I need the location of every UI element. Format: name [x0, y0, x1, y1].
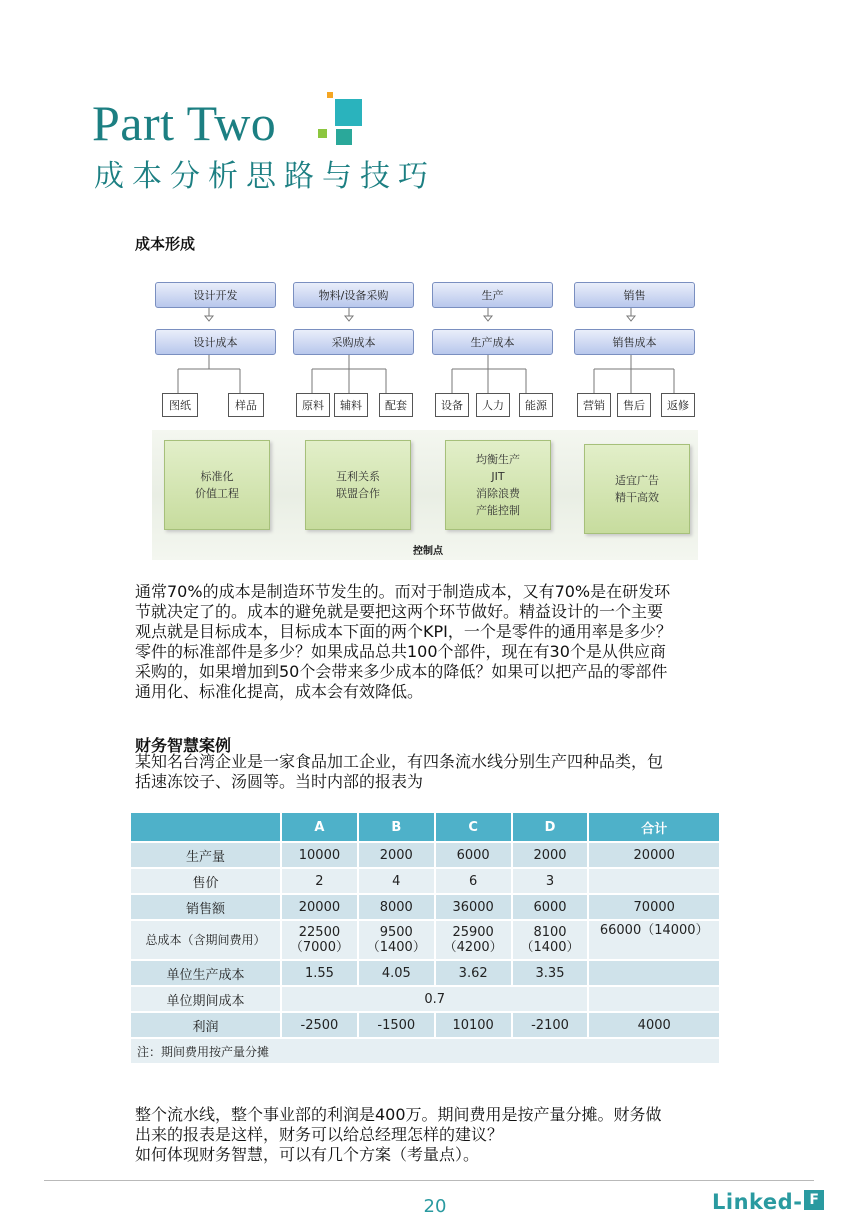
table-row: 总成本（含期间费用） 22500 （7000） 9500 （1400） 25900 （4200） 8100 （1400） 66000（14000） [130, 920, 720, 960]
cost-box-sales: 销售成本 [574, 329, 695, 355]
flow-box-sales: 销售 [574, 282, 695, 308]
part-subtitle: 成本分析思路与技巧 [94, 159, 436, 194]
control-point-label: 控制点 [413, 546, 443, 557]
table-header-row [130, 812, 720, 842]
leaf-item: 人力 [476, 393, 510, 417]
flow-box-production: 生产 [432, 282, 553, 308]
leaf-item: 图纸 [162, 393, 198, 417]
table-header-cell [130, 812, 281, 842]
cost-paragraph: 通常70%的成本是制造环节发生的。而对于制造成本，又有70%是在研发环 节就决定了的。成本的避免就是要把这两个环节做好。精益设计的一个主要 观点就是目标成本，目标成本下面的两个KPI，一个是零件的通用率是多少？ 零件的标准部件是多少？如果成品总共100个部件，现在有30个是从供应商 采购的，如果增加到50个会带来多少成本的降低？如果可以把产品的零部件 通用化、标准化提高，成本会有效降低。 [135, 582, 672, 701]
table-row: 利润 -2500 -1500 10100 -2100 4000 [130, 1012, 720, 1038]
page-number: 20 [423, 1196, 447, 1217]
control-box-design: 标准化 价值工程 [164, 440, 270, 530]
cost-box-procurement: 采购成本 [293, 329, 414, 355]
closing-paragraph: 整个流水线，整个事业部的利润是400万。期间费用是按产量分摊。财务做 出来的报表是这样，财务可以给总经理怎样的建议？ 如何体现财务智慧，可以有几个方案（考量点）。 [135, 1105, 662, 1164]
table-note-row: 注：期间费用按产量分摊 [130, 1038, 720, 1064]
table-row: 售价 2 4 6 3 [130, 868, 720, 894]
table-row: 生产量 10000 2000 6000 2000 20000 [130, 842, 720, 868]
table-header-cell: D [512, 812, 589, 842]
cost-box-production: 生产成本 [432, 329, 553, 355]
table-row: 单位期间成本 0.7 [130, 986, 720, 1012]
table-row: 单位生产成本 1.55 4.05 3.62 3.35 [130, 960, 720, 986]
leaf-item: 设备 [435, 393, 469, 417]
control-box-procurement: 互利关系 联盟合作 [305, 440, 411, 530]
control-box-production: 均衡生产 JIT 消除浪费 产能控制 [445, 440, 551, 530]
cost-report-table [129, 811, 721, 1065]
leaf-item: 返修 [661, 393, 695, 417]
table-row: 销售额 20000 8000 36000 6000 70000 [130, 894, 720, 920]
table-header-cell: B [358, 812, 435, 842]
leaf-item: 能源 [519, 393, 553, 417]
section-heading-cost-formation: 成本形成 [135, 235, 196, 253]
leaf-item: 原料 [296, 393, 330, 417]
table-header-cell: A [281, 812, 358, 842]
table-header-cell: 合计 [588, 812, 720, 842]
case-intro: 某知名台湾企业是一家食品加工企业，有四条流水线分别生产四种品类，包 括速冻饺子、汤圆等。当时内部的报表为 [135, 752, 664, 791]
control-box-sales: 适宜广告 精干高效 [584, 444, 690, 534]
brand-logo: Linked- F [712, 1190, 824, 1214]
leaf-item: 配套 [379, 393, 413, 417]
table-header-cell: C [435, 812, 512, 842]
footer-divider [44, 1180, 814, 1181]
flow-box-procurement: 物料/设备采购 [293, 282, 414, 308]
section-heading-finance-case: 财务智慧案例 [135, 736, 232, 755]
part-title: Part Two [92, 95, 277, 151]
leaf-item: 售后 [617, 393, 651, 417]
leaf-item: 样品 [228, 393, 264, 417]
leaf-item: 营销 [577, 393, 611, 417]
leaf-item: 辅料 [334, 393, 368, 417]
flow-box-design: 设计开发 [155, 282, 276, 308]
cost-box-design: 设计成本 [155, 329, 276, 355]
